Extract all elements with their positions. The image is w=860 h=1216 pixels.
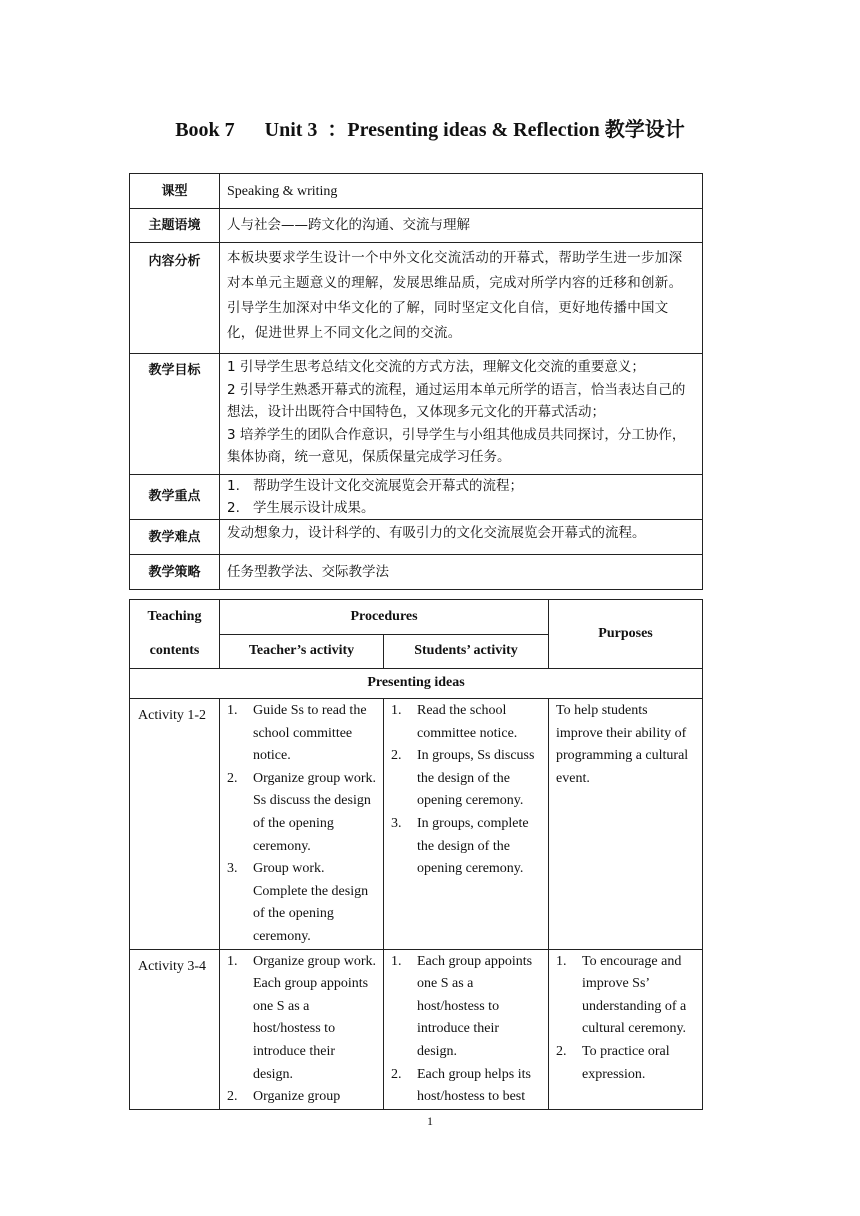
info-value: Speaking & writing	[220, 174, 703, 209]
info-row	[130, 475, 703, 520]
procedures-header: Procedures	[220, 600, 549, 635]
info-value: 任务型教学法、交际教学法	[220, 555, 703, 590]
info-row	[130, 174, 703, 209]
list-item: 3. Group work. Complete the design of the opening ceremony.	[227, 861, 369, 944]
list-item: 1. To encourage and improve Ss’ understanding of a cultural ceremony.	[556, 953, 687, 1037]
objective-line: 2 引导学生熟悉开幕式的流程，通过运用本单元所学的语言，恰当表达自己的想法，设计出既符合中国特色，又体现多元文化的开幕式活动；	[227, 381, 686, 420]
purpose	[549, 949, 703, 1109]
info-key: 主题语境	[130, 209, 220, 243]
key-point-item: 1. 帮助学生设计文化交流展览会开幕式的流程；	[227, 478, 523, 494]
list-item: 3. In groups, complete the design of the opening ceremony.	[391, 815, 529, 877]
objective-line: 3 培养学生的团队合作意识，引导学生与小组其他成员共同探讨，分工协作，集体协商，统一意见，保质保量完成学习任务。	[227, 426, 686, 465]
teaching-contents-header: Teaching contents	[130, 600, 220, 669]
activity-name: Activity 1-2	[130, 699, 220, 950]
info-row	[130, 520, 703, 555]
info-value: 发动想象力，设计科学的、有吸引力的文化交流展览会开幕式的流程。	[220, 520, 703, 555]
section-title: Presenting ideas	[130, 669, 703, 699]
students-activity	[384, 699, 549, 950]
header-row	[130, 600, 703, 635]
list-item: 2. Each group helps its host/hostess to best	[391, 1066, 531, 1105]
purposes-header: Purposes	[549, 600, 703, 669]
procedure-table	[129, 599, 703, 1110]
activity-row	[130, 949, 703, 1109]
students-activity	[384, 949, 549, 1109]
objective-line: 1 引导学生思考总结文化交流的方式方法，理解文化交流的重要意义；	[227, 359, 645, 375]
info-value	[220, 475, 703, 520]
page-title: Book 7 Unit 3 ：Presenting ideas & Reflection 教学设计	[175, 119, 685, 141]
teacher-activity	[220, 949, 384, 1109]
list-item: 1. Read the school committee notice.	[391, 703, 518, 741]
list-item: 2. Organize group	[227, 1089, 341, 1105]
info-key: 教学策略	[130, 555, 220, 590]
info-value: 人与社会——跨文化的沟通、交流与理解	[220, 209, 703, 243]
info-row	[130, 243, 703, 354]
activity-row	[130, 699, 703, 950]
students-activity-header: Students’ activity	[384, 635, 549, 669]
info-value: 本板块要求学生设计一个中外文化交流活动的开幕式，帮助学生进一步加深对本单元主题意义的理解，发展思维品质，完成对所学内容的迁移和创新。引导学生加深对中华文化的了解，同时坚定文化自信，更好地传播中国文化，促进世界上不同文化之间的交流。	[220, 243, 703, 354]
info-value	[220, 354, 703, 475]
teacher-activity	[220, 699, 384, 950]
list-item: 1. Each group appoints one S as a host/hostess to introduce their design.	[391, 953, 533, 1059]
info-row	[130, 555, 703, 590]
info-row	[130, 354, 703, 475]
info-key: 课型	[130, 174, 220, 209]
page-number: 1	[427, 1114, 433, 1128]
list-item: 1. Organize group work. Each group appoints one S as a host/hostess to introduce their design.	[227, 953, 376, 1082]
info-key: 教学难点	[130, 520, 220, 555]
teacher-activity-header: Teacher’s activity	[220, 635, 384, 669]
info-row	[130, 209, 703, 243]
info-key: 内容分析	[130, 243, 220, 354]
info-key: 教学目标	[130, 354, 220, 475]
list-item: 2. In groups, Ss discuss the design of the opening ceremony.	[391, 748, 535, 809]
activity-name: Activity 3-4	[130, 949, 220, 1109]
section-row	[130, 669, 703, 699]
info-key: 教学重点	[130, 475, 220, 520]
list-item: 1. Guide Ss to read the school committee notice.	[227, 703, 367, 764]
list-item: 2. Organize group work. Ss discuss the design of the opening ceremony.	[227, 770, 376, 854]
purpose: To help students improve their ability of programming a cultural event.	[549, 699, 703, 950]
list-item: 2. To practice oral expression.	[556, 1043, 670, 1082]
key-point-item: 2. 学生展示设计成果。	[227, 500, 375, 516]
info-table	[129, 173, 703, 590]
